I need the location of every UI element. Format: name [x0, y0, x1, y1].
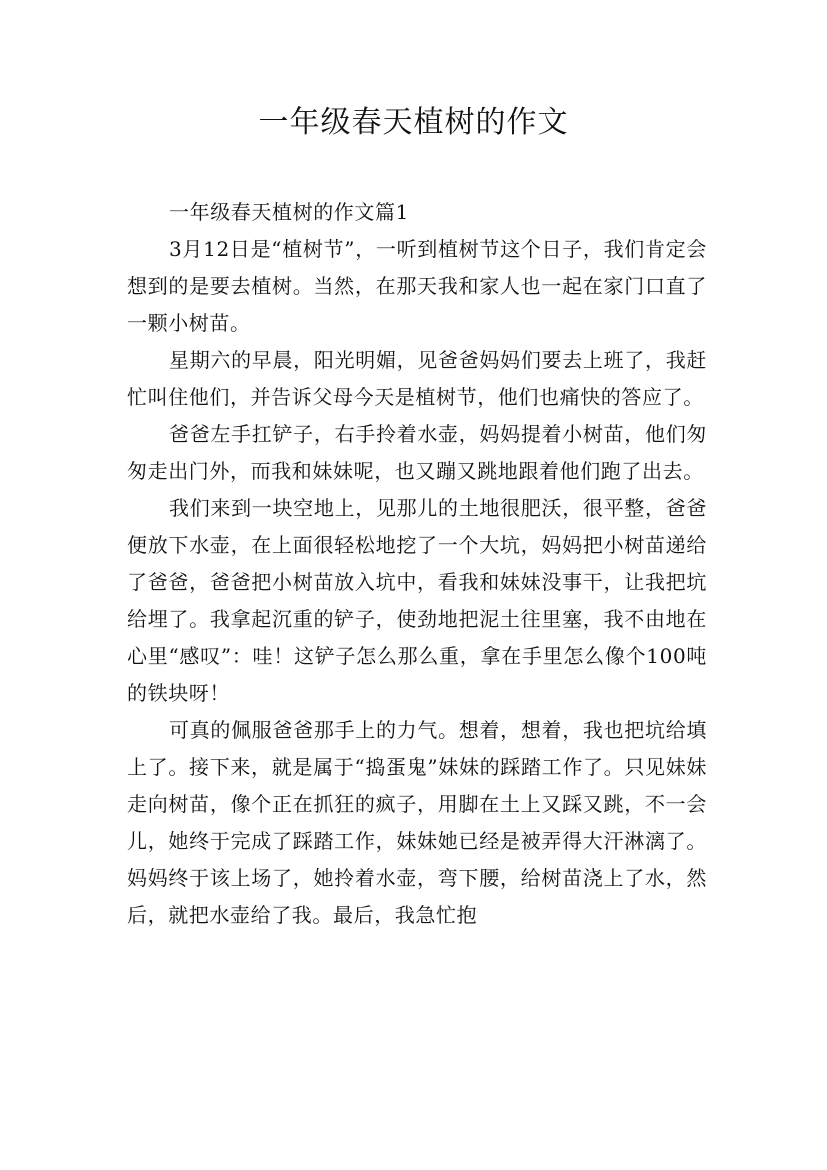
essay-subtitle: 一年级春天植树的作文篇1 [169, 200, 409, 224]
paragraph-3: 爸爸左手扛铲子，右手拎着水壶，妈妈提着小树苗，他们匆匆走出门外，而我和妹妹呢，也又蹦又跳地跟着他们跑了出去。 [127, 422, 707, 483]
paragraph-4: 我们来到一块空地上，见那儿的土地很肥沃，很平整，爸爸便放下水壶，在上面很轻松地挖了一个大坑，妈妈把小树苗递给了爸爸，爸爸把小树苗放入坑中，看我和妹妹没事干，让我把坑给埋了。我拿起沉重的铲子，使劲地把泥土往里塞，我不由地在心里“感叹”：哇！这铲子怎么那么重，拿在手里怎么像个100吨的铁块呀！ [127, 496, 707, 705]
paragraph-2: 星期六的早晨，阳光明媚，见爸爸妈妈们要去上班了，我赶忙叫住他们，并告诉父母今天是植树节，他们也痛快的答应了。 [127, 348, 707, 409]
paragraph-5: 可真的佩服爸爸那手上的力气。想着，想着，我也把坑给填上了。接下来，就是属于“捣蛋鬼”妹妹的踩踏工作了。只见妹妹走向树苗，像个正在抓狂的疯子，用脚在土上又踩又跳，不一会儿，她终于完成了踩踏工作，妹妹她已经是被弄得大汗淋漓了。妈妈终于该上场了，她拎着水壶，弯下腰，给树苗浇上了水，然后，就把水壶给了我。最后，我急忙抱 [127, 718, 707, 927]
paragraph-1: 3月12日是“植树节”，一听到植树节这个日子，我们肯定会想到的是要去植树。当然，在那天我和家人也一起在家门口直了一颗小树苗。 [127, 237, 707, 335]
page-title: 一年级春天植树的作文 [258, 105, 569, 140]
essay-body [127, 194, 707, 934]
